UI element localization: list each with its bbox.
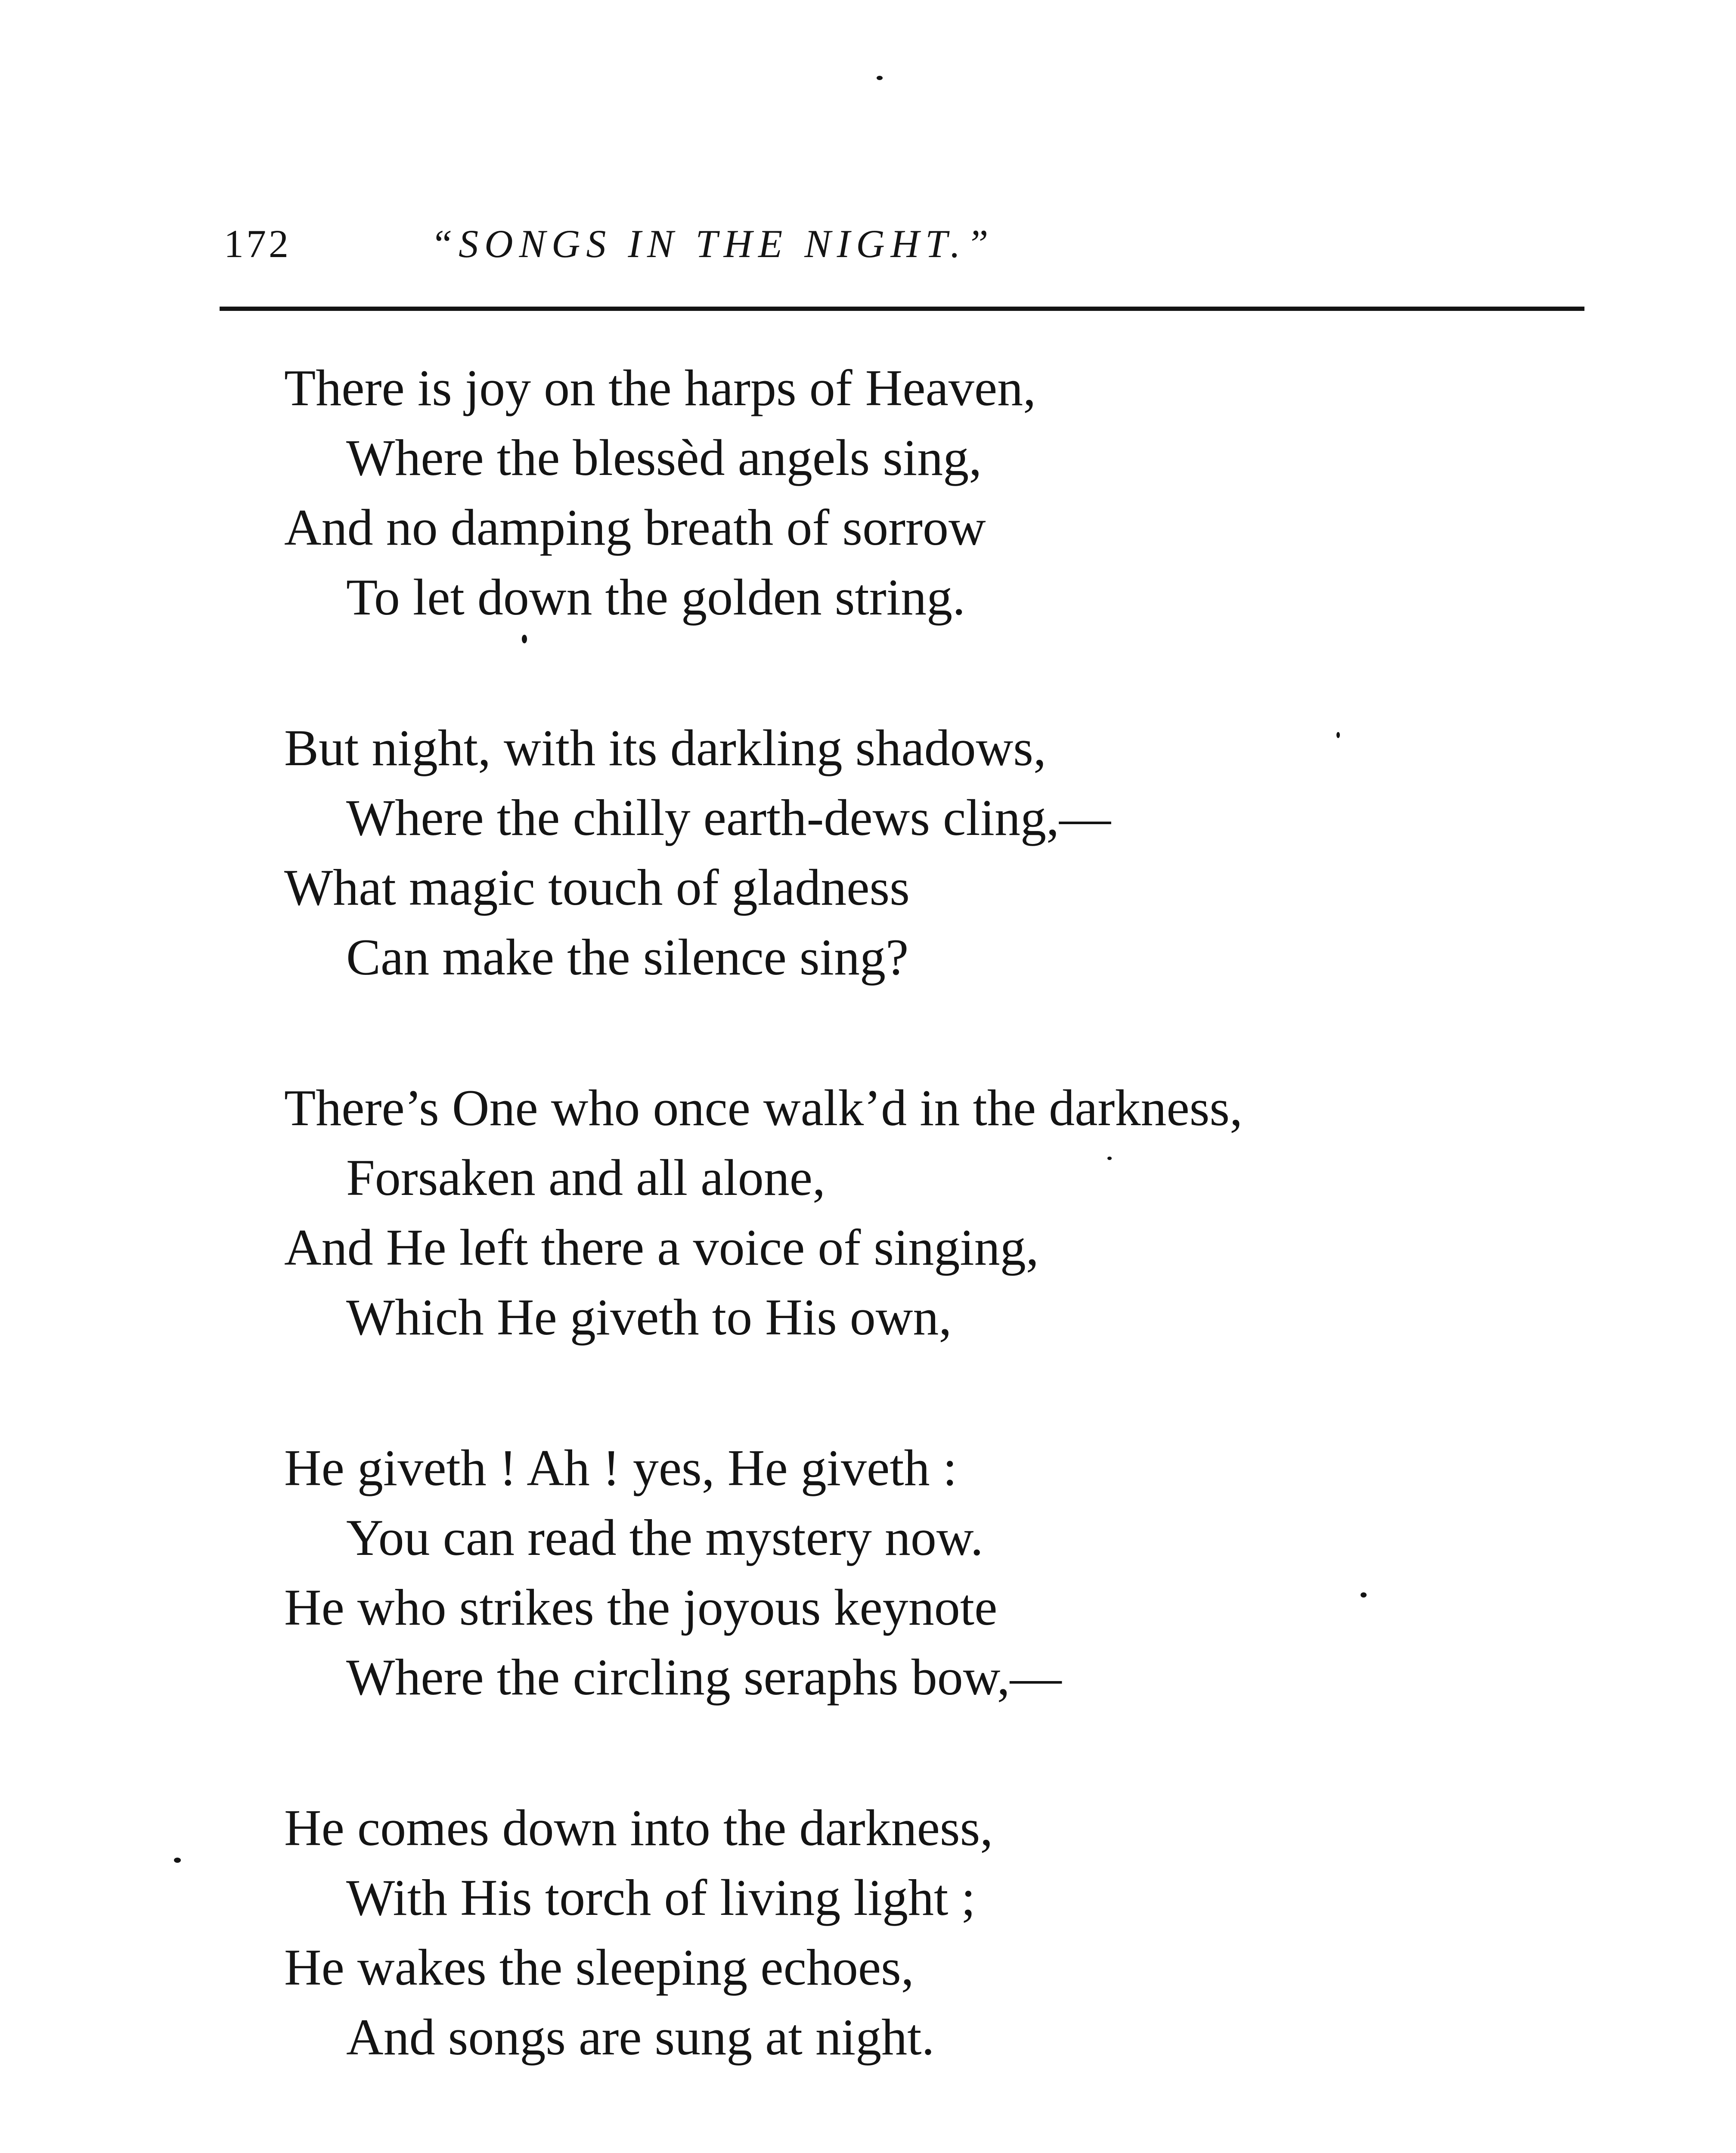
scan-speck (1361, 1592, 1367, 1598)
poem-line: Forsaken and all alone, (346, 1149, 825, 1206)
poem-line: Can make the silence sing? (346, 928, 909, 986)
poem-line: There’s One who once walk’d in the darkness, (284, 1079, 1243, 1136)
stanza-5 (284, 1793, 1662, 2072)
stanza-4 (284, 1433, 1662, 1712)
poem-line: Where the circling seraphs bow,— (346, 1648, 1062, 1706)
poem-line: Where the blessèd angels sing, (346, 429, 982, 486)
poem-line: With His torch of living light ; (346, 1869, 976, 1926)
stanza-1 (284, 353, 1662, 632)
stanza-2 (284, 713, 1662, 992)
page-header (224, 224, 1559, 284)
poem-line: Where the chilly earth-dews cling,— (346, 789, 1111, 846)
poem-line: What magic touch of gladness (284, 859, 910, 916)
scan-speck (877, 76, 883, 80)
poem-line: He comes down into the darkness, (284, 1799, 993, 1856)
poem-line: And songs are sung at night. (346, 2008, 935, 2066)
stanza-3 (284, 1073, 1662, 1352)
poem (284, 353, 1662, 2153)
poem-line: You can read the mystery now. (346, 1509, 983, 1566)
poem-line: He giveth ! Ah ! yes, He giveth : (284, 1439, 957, 1496)
running-title: “SONGS IN THE NIGHT.” (431, 222, 995, 266)
poem-line: But night, with its darkling shadows, (284, 719, 1046, 776)
poem-line: He wakes the sleeping echoes, (284, 1939, 914, 1996)
page-number: 172 (224, 222, 291, 266)
header-rule (220, 307, 1584, 311)
scan-speck (522, 635, 527, 643)
poem-line: Which He giveth to His own, (346, 1288, 952, 1346)
poem-line: There is joy on the harps of Heaven, (284, 359, 1036, 416)
scan-speck (1107, 1157, 1112, 1160)
poem-line: And no damping breath of sorrow (284, 499, 986, 556)
poem-line: To let down the golden string. (346, 568, 966, 626)
poem-line: He who strikes the joyous keynote (284, 1579, 998, 1636)
scan-speck (1336, 732, 1340, 738)
scan-speck (174, 1858, 181, 1863)
poem-line: And He left there a voice of singing, (284, 1219, 1039, 1276)
